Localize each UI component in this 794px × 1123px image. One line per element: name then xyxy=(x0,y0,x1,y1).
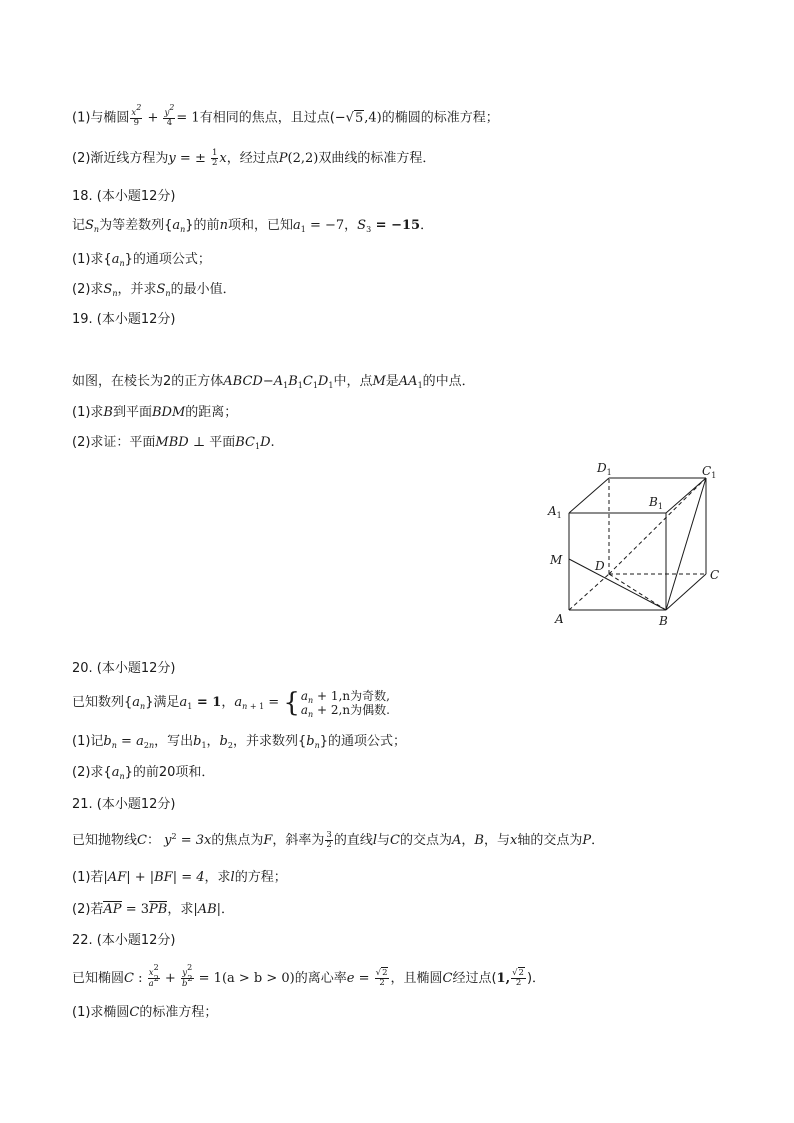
fraction-sqrt2-2-point: $\frac{√2}{2}$ xyxy=(512,968,524,988)
q18-part2: (2)求$S_n$，并求$S_n$的最小值． xyxy=(72,282,236,298)
q21-header: 21. (本小题12分) xyxy=(72,797,176,812)
piecewise-cases: $a_n + 1,n$为奇数, $a_n + 2,n$为偶数. xyxy=(300,688,390,719)
edge-b-c xyxy=(666,574,706,610)
segment-m-b xyxy=(569,559,666,610)
fraction-sqrt2-2: $\frac{√2}{2}$ xyxy=(375,968,388,988)
q20-header: 20. (本小题12分) xyxy=(72,661,176,676)
q22-header: 22. (本小题12分) xyxy=(72,933,176,948)
q20-stem: 已知数列$\{a_n\}$满足$a_1 = 1$，$a_{n + 1}$ = { $a_n + 1,n$为奇数, $a_n + 2,n$为偶数. xyxy=(72,687,390,719)
q17-part2: (2)渐近线方程为y = ± $\frac{1}{2}$ x，经过点P(2,2)双曲线的标准方程． xyxy=(72,148,436,168)
q21-part2: (2)若AP = 3PB，求|AB|． xyxy=(72,902,235,917)
q19-header: 19. (本小题12分) xyxy=(72,312,176,327)
q19-part1: (1)求B到平面BDM的距离； xyxy=(72,405,238,420)
q18-header: 18. (本小题12分) xyxy=(72,189,176,204)
label-a1: $A_1$ xyxy=(548,504,562,520)
label-b1: $B_1$ xyxy=(649,495,663,511)
fraction-x2-a2: $\frac{x^2}{a^2}$ xyxy=(148,963,159,989)
q20-part2: (2)求$\{a_n\}$的前20项和． xyxy=(72,765,215,781)
q22-part1: (1)求椭圆C的标准方程； xyxy=(72,1005,218,1020)
q22-stem: 已知椭圆C : $\frac{x^2}{a^2}$ + $\frac{y^2}{b^2}$ = 1(a > b > 0)的离心率e = $\frac{√2}{2}$ ，且椭圆C经过点(1, $\frac{√2}{2}$ )． xyxy=(72,963,546,989)
fraction-y2-4: $\frac{y^2}{4}$ xyxy=(164,103,175,128)
q19-part2: (2)求证：平面MBD ⊥ 平面$BC_1D$. xyxy=(72,435,275,451)
label-d1: $D_1$ xyxy=(597,461,612,477)
q18-stem: 记$S_n$为等差数列$\{a_n\}$的前n项和，已知$a_1 = -7$，$S_3 = -15$． xyxy=(72,218,434,234)
fraction-x2-9: $\frac{x^2}{9}$ xyxy=(131,103,142,128)
q21-part1: (1)若|AF| + |BF| = 4，求l的方程； xyxy=(72,870,287,885)
q17-part1: (1)与椭圆 $\frac{x^2}{9}$ + $\frac{y^2}{4}$ = 1有相同的焦点，且过点(−√5,4)的椭圆的标准方程； xyxy=(72,103,499,128)
label-d: D xyxy=(595,559,605,573)
label-c: C xyxy=(710,568,720,582)
q18-part1: (1)求$\{a_n\}$的通项公式； xyxy=(72,252,211,268)
q19-stem: 如图，在棱长为2的正方体$ABCD-A_1B_1C_1D_1$中，点M是$AA_1$的中点． xyxy=(72,374,475,390)
q21-stem: 已知抛物线C： $y^2 = 3x$的焦点为F，斜率为 $\frac{3}{2}$ 的直线l与C的交点为A，B，与x轴的交点为P． xyxy=(72,830,605,850)
fraction-one-half: $\frac{1}{2}$ xyxy=(211,148,218,168)
cube-figure xyxy=(540,455,730,635)
hidden-edge-a-d xyxy=(569,574,609,610)
hidden-segment-b-d xyxy=(609,574,666,610)
q20-part1: (1)记$b_n = a_{2n}$，写出$b_1$，$b_2$，并求数列$\{b_n\}$的通项公式； xyxy=(72,734,407,750)
label-c1: $C_1$ xyxy=(702,464,717,480)
label-a: A xyxy=(555,612,564,626)
fraction-three-halves: $\frac{3}{2}$ xyxy=(326,830,332,850)
label-m: M xyxy=(550,553,563,567)
fraction-y2-b2: $\frac{y^2}{b^2}$ xyxy=(181,963,193,989)
label-b: B xyxy=(659,614,668,628)
edge-a1-d1 xyxy=(569,478,609,513)
